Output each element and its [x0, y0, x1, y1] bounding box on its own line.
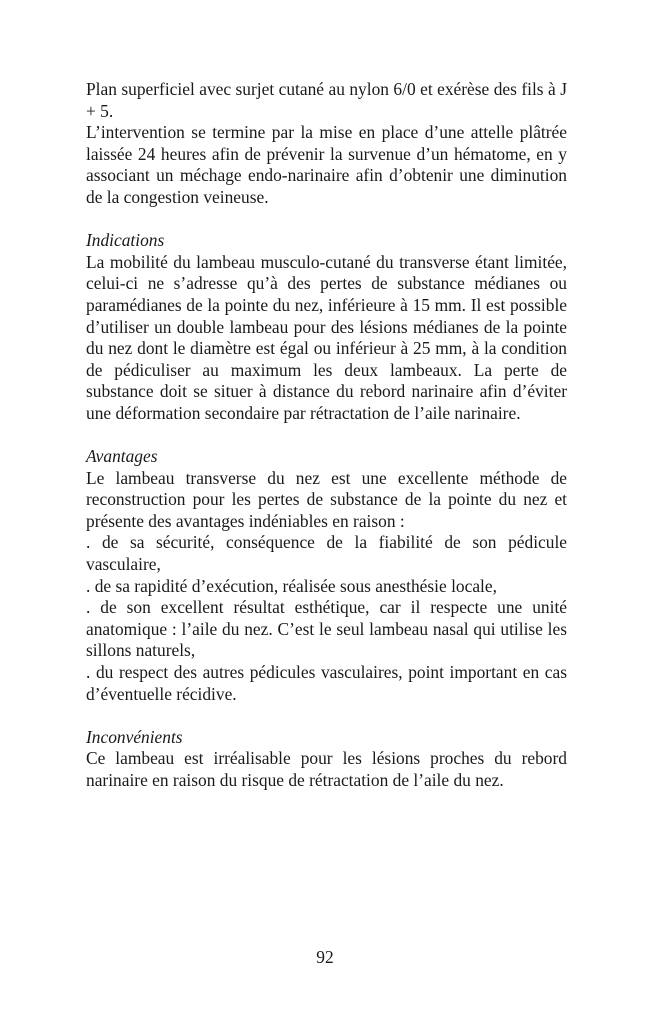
- indications-paragraph: La mobilité du lambeau musculo-cutané du transverse étant limitée, celui-ci ne s’adresse qu’à des pertes de substance médianes ou paramédianes de la pointe du nez, inférieure à 15 mm. Il est possible d’utiliser un double lambeau pour des lésions médianes de la pointe du nez dont le diamètre est égal ou inférieur à 25 mm, à la condition de pédiculiser au maximum les deux lambeaux. La perte de substance doit se situer à distance du rebord narinaire afin d’éviter une déformation secondaire par rétractation de l’aile narinaire.: [86, 251, 567, 423]
- avantages-list-item: . de sa rapidité d’exécution, réalisée sous anesthésie locale,: [86, 575, 497, 596]
- intro-paragraph-suture: Plan superficiel avec surjet cutané au nylon 6/0 et exérèse des fils à J + 5.: [86, 79, 567, 121]
- avantages-list-item: . de sa sécurité, conséquence de la fiabilité de son pédicule vasculaire,: [86, 532, 567, 575]
- section-spacer: [86, 425, 567, 447]
- intro-paragraph-attelle: L’intervention se termine par la mise en place d’une attelle plâtrée laissée 24 heures afin de prévenir la survenue d’un hématome, en y associant un méchage endo-narinaire afin d’obtenir une diminution de la congestion veineuse.: [86, 122, 567, 207]
- avantages-intro-paragraph: Le lambeau transverse du nez est une excellente méthode de reconstruction pour les pertes de substance de la pointe du nez et présente des avantages indéniables en raison :: [86, 467, 567, 531]
- avantages-list-item: . du respect des autres pédicules vasculaires, point important en cas d’éventuelle récidive.: [86, 662, 567, 704]
- page-number: 92: [316, 947, 334, 967]
- page-body: [86, 79, 567, 792]
- section-heading-inconvenients: Inconvénients: [86, 726, 183, 747]
- avantages-list-item: . de son excellent résultat esthétique, car il respecte une unité anatomique : l’aile du nez. C’est le seul lambeau nasal qui utilise les sillons naturels,: [86, 597, 567, 661]
- section-heading-avantages: Avantages: [86, 446, 158, 467]
- inconvenients-paragraph: Ce lambeau est irréalisable pour les lésions proches du rebord narinaire en raison du risque de rétractation de l’aile du nez.: [86, 748, 567, 790]
- section-heading-indications: Indications: [86, 230, 165, 251]
- section-spacer: [86, 705, 567, 727]
- section-spacer: [86, 209, 567, 231]
